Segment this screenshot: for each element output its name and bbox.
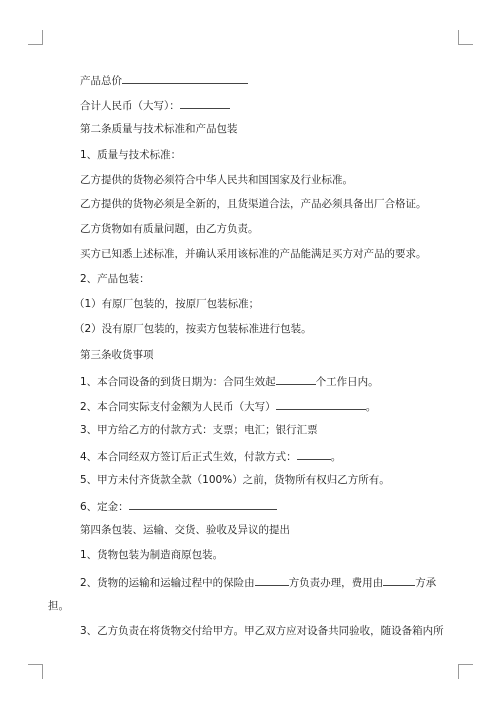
transport-insurance-label: 2、货物的运输和运输过程中的保险由 <box>80 577 255 589</box>
deposit-line <box>80 498 277 514</box>
transport-cost-suffix: 方承 <box>415 577 437 589</box>
paragraph-new-goods: 乙方提供的货物必须是全新的，且货渠道合法，产品必须具备出厂合格证。 <box>80 198 427 210</box>
corner-mark-top-left <box>28 30 43 45</box>
paragraph-national-standard: 乙方提供的货物必须符合中华人民共和国国家及行业标准。 <box>80 174 353 186</box>
delivery-date-suffix: 个工作日内。 <box>315 376 379 388</box>
packaging-item-1: （1）有原厂包装的，按原厂包装标准； <box>74 298 260 310</box>
clause-packaging: 2、产品包装： <box>80 273 150 285</box>
contract-effective-line <box>80 448 341 464</box>
delivery-acceptance-line: 3、乙方负责在将货物交付给甲方。甲乙双方应对设备共同验收，随设备箱内所 <box>80 625 444 637</box>
contract-effective-suffix: 。 <box>330 451 342 463</box>
paragraph-quality-issues: 乙方货物如有质量问题，由乙方负责。 <box>80 223 259 235</box>
cost-party-blank <box>383 574 415 586</box>
payment-amount-suffix: 。 <box>365 401 377 413</box>
product-total-blank <box>122 72 248 84</box>
article-4-heading: 第四条包装、运输、交货、验收及异议的提出 <box>80 524 290 536</box>
deposit-label: 6、定金： <box>80 501 129 513</box>
payment-method-line: 3、甲方给乙方的付款方式：支票；电汇；银行汇票 <box>80 424 318 436</box>
payment-amount-label: 2、本合同实际支付金额为人民币（大写） <box>80 401 276 413</box>
ownership-line: 5、甲方未付齐货款全款（100%）之前，货物所有权归乙方所有。 <box>80 474 390 486</box>
payment-amount-line <box>80 398 376 414</box>
total-rmb-blank <box>180 97 230 109</box>
transport-insurance-line <box>80 574 436 590</box>
total-rmb-line <box>80 97 230 113</box>
deposit-blank <box>129 498 277 510</box>
product-total-label: 产品总价 <box>80 75 122 87</box>
corner-mark-top-right <box>458 30 473 45</box>
transport-continuation: 担。 <box>48 600 69 612</box>
corner-mark-bottom-left <box>28 664 43 679</box>
contract-effective-label: 4、本合同经双方签订后正式生效，付款方式： <box>80 451 297 463</box>
packaging-manufacturer-line: 1、货物包装为制造商原包装。 <box>80 549 224 561</box>
delivery-days-blank <box>276 373 316 385</box>
packaging-item-2: （2）没有原厂包装的，按卖方包装标准进行包装。 <box>74 323 312 335</box>
transport-cost-label: 方负责办理，费用由 <box>288 577 384 589</box>
corner-mark-bottom-right <box>458 664 473 679</box>
product-total-line <box>80 72 248 88</box>
delivery-date-label: 1、本合同设备的到货日期为：合同生效起 <box>80 376 276 388</box>
article-2-heading: 第二条质量与技术标准和产品包装 <box>80 123 238 135</box>
paragraph-buyer-acknowledge: 买方已知悉上述标准，并确认采用该标准的产品能满足买方对产品的要求。 <box>80 248 427 260</box>
insurance-party-blank <box>255 574 289 586</box>
total-rmb-label: 合计人民币（大写）： <box>80 100 180 112</box>
delivery-date-line <box>80 373 379 389</box>
clause-quality-standard: 1、质量与技术标准： <box>80 149 182 161</box>
payment-amount-blank <box>276 398 366 410</box>
payment-method-blank <box>297 448 331 460</box>
article-3-heading: 第三条收货事项 <box>80 349 154 361</box>
